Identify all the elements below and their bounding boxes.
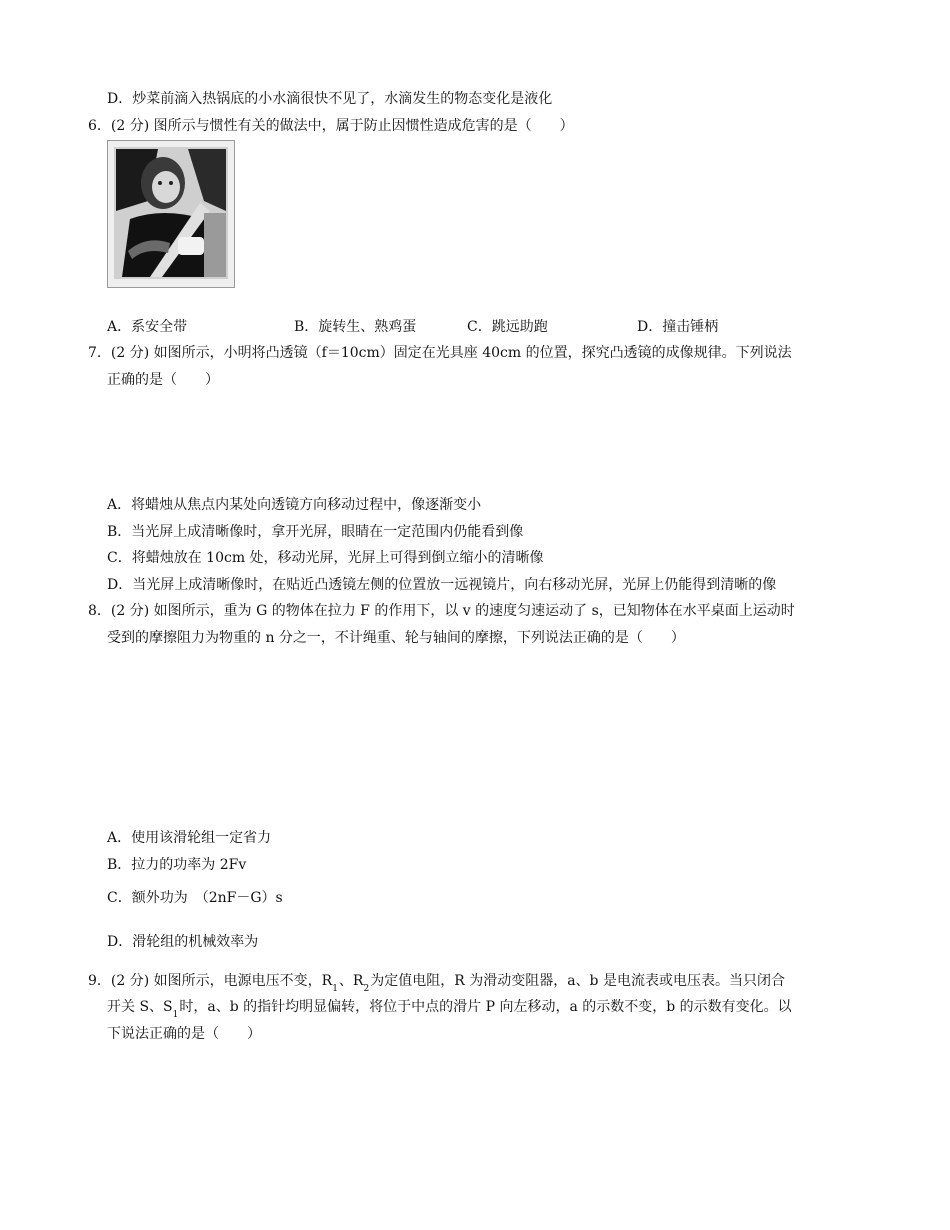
q8-option-d: D．滑轮组的机械效率为 bbox=[107, 934, 259, 950]
q6-option-d: D．撞击锤柄 bbox=[637, 319, 719, 335]
q7-option-d: D．当光屏上成清晰像时，在贴近凸透镜左侧的位置放一远视镜片，向右移动光屏，光屏上仍能得到清晰的像 bbox=[107, 577, 777, 593]
q8-option-b: B．拉力的功率为 2Fv bbox=[107, 857, 247, 873]
q6-option-c: C．跳远助跑 bbox=[467, 319, 548, 335]
q8-option-a: A．使用该滑轮组一定省力 bbox=[107, 830, 272, 846]
q9-stem-line3: 下说法正确的是（ ） bbox=[107, 1026, 261, 1042]
q9-line2-part-b: 时，a、b 的指针均明显偏转，将位于中点的滑片 P 向左移动，a 的示数不变，b 的示数有变化。以 bbox=[179, 999, 792, 1015]
q5-option-d: D．炒菜前滴入热锅底的小水滴很快不见了，水滴发生的物态变化是液化 bbox=[107, 91, 553, 107]
q8-stem-line1: 8．(2 分) 如图所示，重为 G 的物体在拉力 F 的作用下，以 v 的速度匀速运动了 s，已知物体在水平桌面上运动时 bbox=[88, 603, 795, 619]
seatbelt-photo-illustration bbox=[108, 141, 234, 287]
q7-option-b: B．当光屏上成清晰像时，拿开光屏，眼睛在一定范围内仍能看到像 bbox=[107, 524, 524, 540]
q9-line1-part-c: 为定值电阻，R 为滑动变阻器，a、b 是电流表或电压表。当只闭合 bbox=[370, 973, 785, 989]
q6-option-b: B．旋转生、熟鸡蛋 bbox=[294, 319, 417, 335]
q7-stem-line2: 正确的是（ ） bbox=[107, 372, 219, 388]
q9-line1-part-b: 、R bbox=[338, 973, 364, 989]
q6-seatbelt-photo bbox=[107, 140, 235, 288]
q9-line1-part-a: 9．(2 分) 如图所示，电源电压不变，R bbox=[88, 973, 333, 989]
q9-line2-part-a: 开关 S、S bbox=[107, 999, 173, 1015]
q7-option-c: C．将蜡烛放在 10cm 处，移动光屏，光屏上可得到倒立缩小的清晰像 bbox=[107, 550, 544, 566]
q9-sub-1: 1 bbox=[332, 984, 338, 994]
q6-option-a: A．系安全带 bbox=[107, 319, 188, 335]
q7-option-a: A．将蜡烛从焦点内某处向透镜方向移动过程中，像逐渐变小 bbox=[107, 497, 482, 513]
q6-stem: 6．(2 分) 图所示与惯性有关的做法中，属于防止因惯性造成危害的是（ ） bbox=[88, 118, 574, 134]
q9-stem-line1 bbox=[88, 971, 785, 993]
q8-stem-line2: 受到的摩擦阻力为物重的 n 分之一，不计绳重、轮与轴间的摩擦，下列说法正确的是（ ） bbox=[107, 630, 685, 646]
q9-sub-3: 1 bbox=[172, 1010, 179, 1020]
q8-option-c: C．额外功为 （2nF－G）s bbox=[107, 890, 283, 906]
q9-sub-2: 2 bbox=[363, 984, 370, 994]
q9-stem-line2 bbox=[107, 997, 792, 1019]
q7-stem-line1: 7．(2 分) 如图所示，小明将凸透镜（f＝10cm）固定在光具座 40cm 的位置，探究凸透镜的成像规律。下列说法 bbox=[88, 345, 792, 361]
